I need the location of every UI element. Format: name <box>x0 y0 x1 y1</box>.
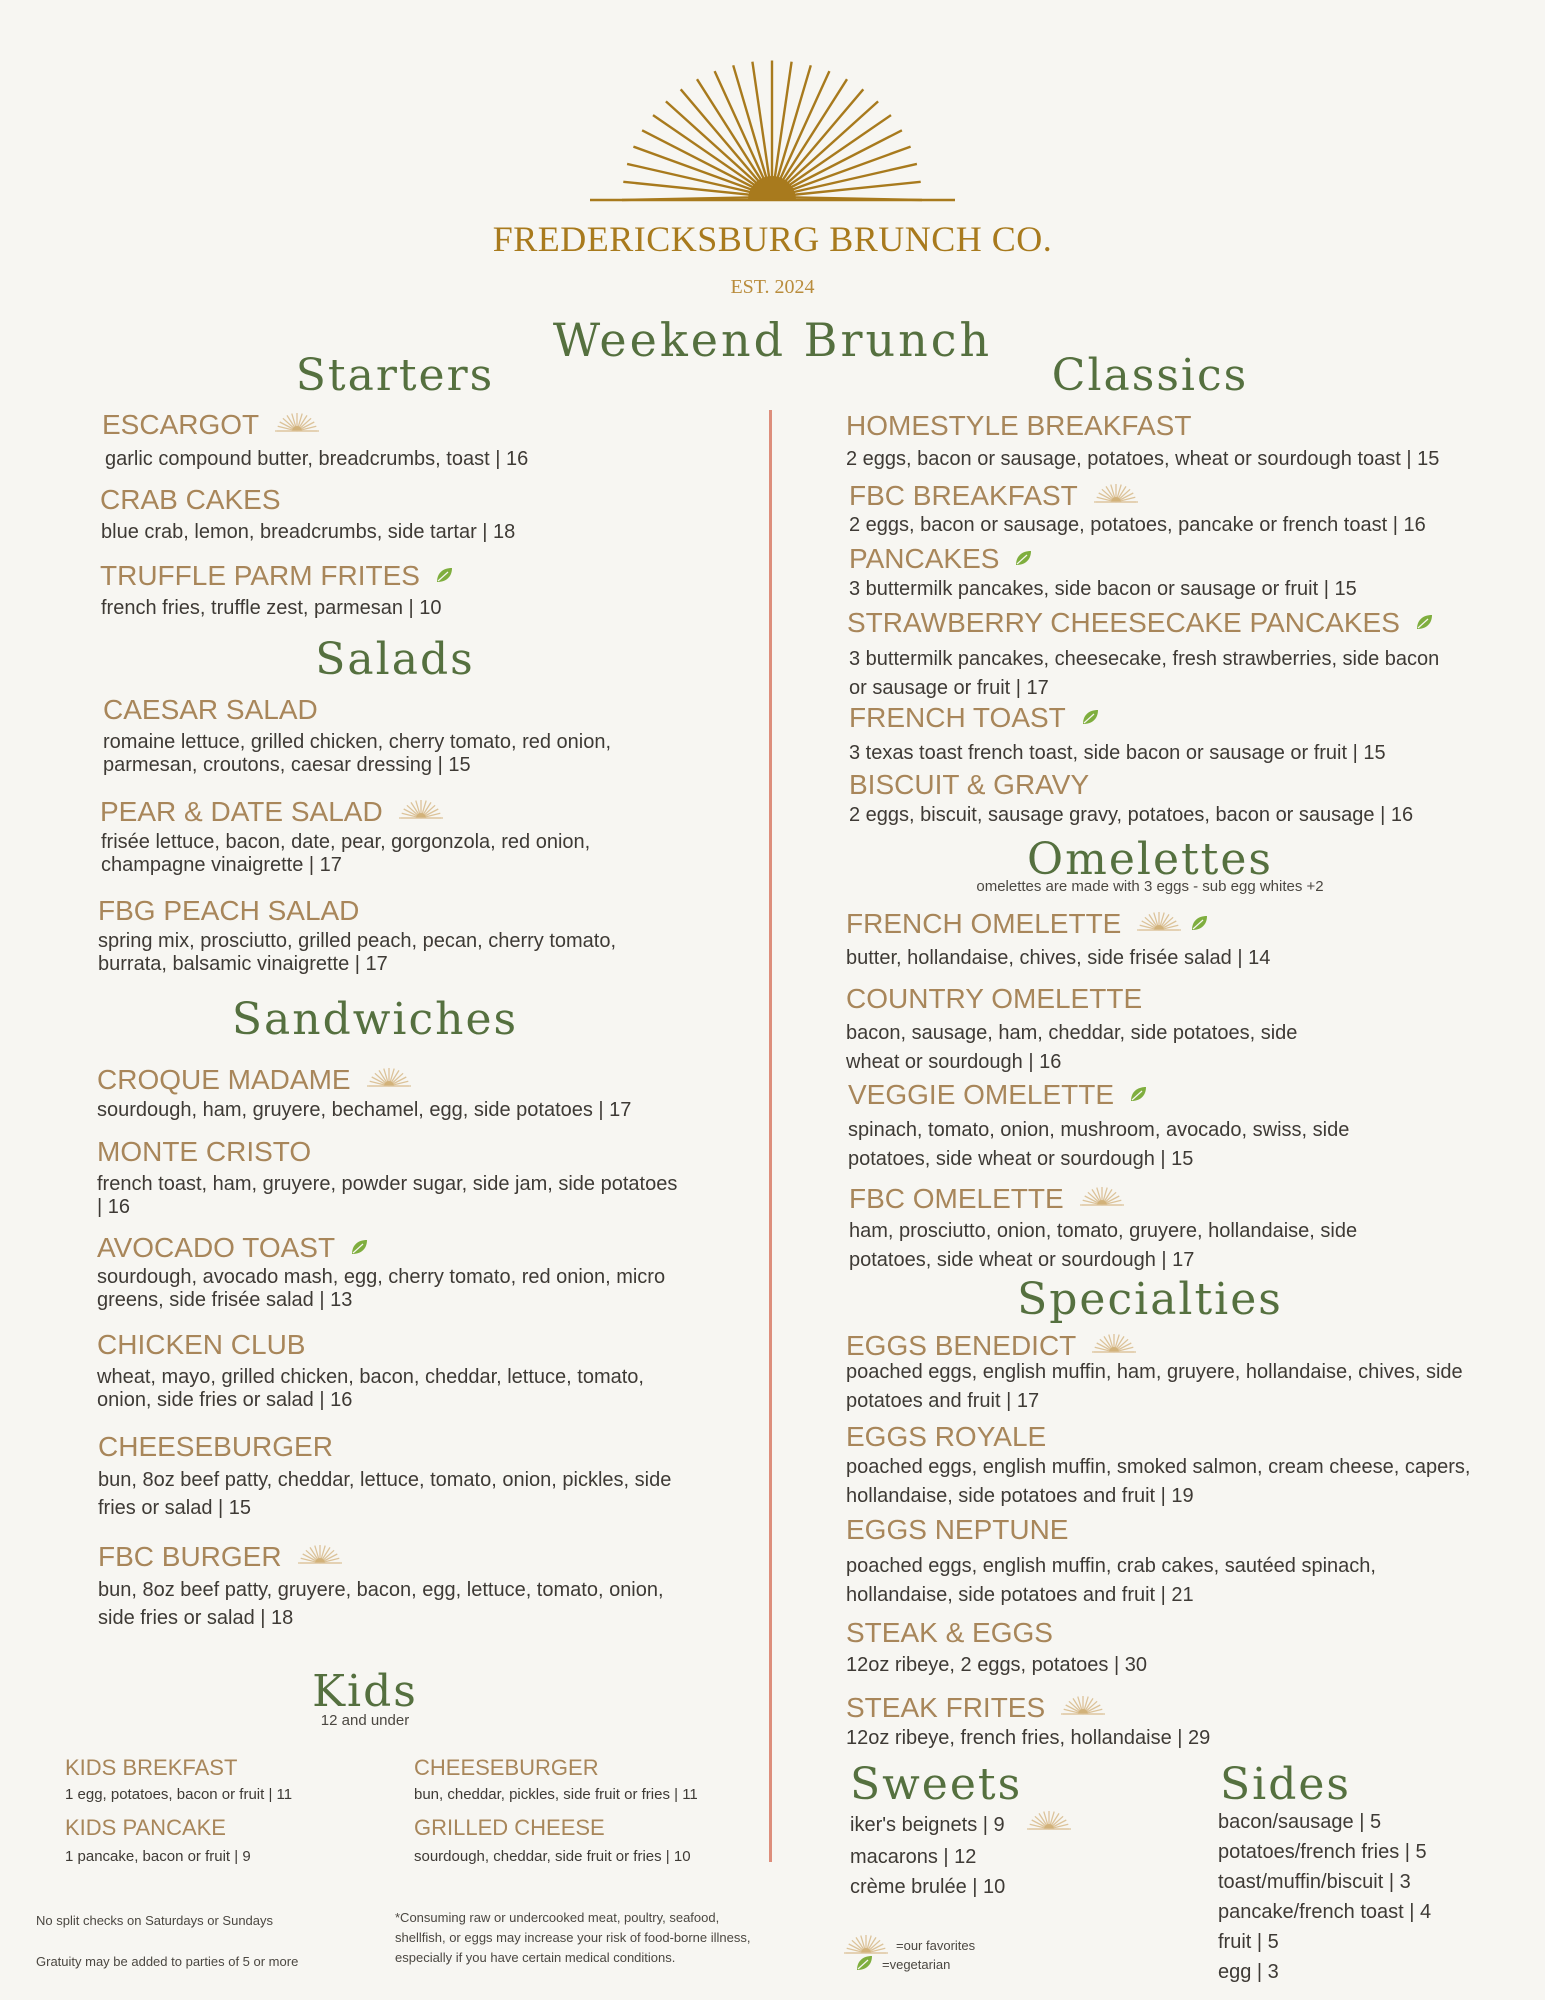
starter-truffle-parm-frites <box>100 561 454 592</box>
favorite-icon <box>397 796 445 829</box>
raw-food-disclaimer: *Consuming raw or undercooked meat, poultry, seafood, shellfish, or eggs may increase your risk of food-borne illness, especially if you have certain medical conditions. <box>395 1910 751 1966</box>
kids-heading: Kids <box>312 1666 418 1717</box>
menu-title: Weekend Brunch <box>552 313 993 367</box>
list-item: macarons | 12 <box>850 1846 977 1868</box>
item-description: french toast, ham, gruyere, powder sugar, side jam, side potatoes | 16 <box>97 1173 678 1218</box>
item-name: PANCAKES <box>849 543 1000 574</box>
classic-pancakes <box>849 544 1033 575</box>
item-description: spinach, tomato, onion, mushroom, avocado, swiss, side potatoes, side wheat or sourdough | 15 <box>848 1119 1350 1170</box>
list-item: potatoes/french fries | 5 <box>1218 1841 1427 1863</box>
item-name: FBC OMELETTE <box>849 1183 1064 1214</box>
item-name: KIDS BREKFAST <box>65 1755 238 1780</box>
favorite-icon <box>1078 1183 1126 1216</box>
item-name: ESCARGOT <box>102 409 260 440</box>
item-description: 3 buttermilk pancakes, cheesecake, fresh strawberries, side bacon or sausage or fruit | 17 <box>849 648 1440 699</box>
item-description: garlic compound butter, breadcrumbs, toast | 16 <box>105 448 529 470</box>
item-name: AVOCADO TOAST <box>97 1232 336 1263</box>
item-description: ham, prosciutto, onion, tomato, gruyere, hollandaise, side potatoes, side wheat or sourdough | 17 <box>849 1220 1358 1271</box>
item-description: 3 texas toast french toast, side bacon or sausage or fruit | 15 <box>849 742 1386 764</box>
list-item <box>850 1807 1073 1842</box>
list-item: egg | 3 <box>1218 1961 1279 1983</box>
list-item: pancake/french toast | 4 <box>1218 1901 1432 1923</box>
starters-heading: Starters <box>295 350 495 401</box>
legend-vegetarian-label: =vegetarian <box>882 1956 951 1972</box>
classics-heading: Classics <box>1051 350 1249 401</box>
vegetarian-icon <box>1414 608 1434 639</box>
omelettes-note: omelettes are made with 3 eggs - sub egg whites +2 <box>976 878 1324 895</box>
kids-subtitle: 12 and under <box>320 1712 410 1729</box>
item-description: 2 eggs, bacon or sausage, potatoes, pancake or french toast | 16 <box>849 514 1426 536</box>
item-description: 2 eggs, bacon or sausage, potatoes, wheat or sourdough toast | 15 <box>846 448 1440 470</box>
legend-favorites-label: =our favorites <box>896 1937 976 1953</box>
sweets-heading: Sweets <box>850 1759 1023 1810</box>
item-description: 1 egg, potatoes, bacon or fruit | 11 <box>65 1786 293 1803</box>
item-name: EGGS NEPTUNE <box>846 1514 1069 1545</box>
brand-name: FREDERICKSBURG BRUNCH CO. <box>492 219 1053 259</box>
favorite-icon <box>365 1064 413 1097</box>
list-item-text: iker's beignets | 9 <box>850 1813 1005 1836</box>
item-description: blue crab, lemon, breadcrumbs, side tartar | 18 <box>101 521 516 543</box>
vegetarian-icon <box>1013 544 1033 575</box>
specialties-heading: Specialties <box>1017 1274 1283 1325</box>
item-name: CRAB CAKES <box>100 484 281 515</box>
item-description: 12oz ribeye, french fries, hollandaise | 29 <box>846 1727 1211 1749</box>
item-description: sourdough, avocado mash, egg, cherry tomato, red onion, micro greens, side frisée salad | 13 <box>97 1266 666 1311</box>
item-description: sourdough, cheddar, side fruit or fries | 10 <box>414 1848 691 1865</box>
classic-french-toast <box>849 703 1100 734</box>
omelette-fbc <box>849 1183 1126 1216</box>
item-description: frisée lettuce, bacon, date, pear, gorgonzola, red onion, champagne vinaigrette | 17 <box>101 831 591 876</box>
vegetarian-icon <box>349 1233 369 1264</box>
item-description: 3 buttermilk pancakes, side bacon or sausage or fruit | 15 <box>849 578 1357 600</box>
item-name: BISCUIT & GRAVY <box>849 769 1090 800</box>
item-name: FBC BURGER <box>98 1541 282 1572</box>
item-description: 12oz ribeye, 2 eggs, potatoes | 30 <box>846 1654 1147 1676</box>
item-name: CHEESEBURGER <box>98 1431 333 1462</box>
item-name: KIDS PANCAKE <box>65 1815 226 1840</box>
sides-heading: Sides <box>1220 1759 1351 1810</box>
item-name: CAESAR SALAD <box>103 694 318 725</box>
omelette-veggie <box>848 1080 1148 1111</box>
item-name: STEAK & EGGS <box>846 1617 1053 1648</box>
item-description: butter, hollandaise, chives, side frisée salad | 14 <box>846 947 1271 969</box>
item-name: CHEESEBURGER <box>414 1755 599 1780</box>
vegetarian-icon <box>854 1953 874 1978</box>
item-name: GRILLED CHEESE <box>414 1815 605 1840</box>
list-item: fruit | 5 <box>1218 1931 1279 1953</box>
starter-escargot <box>102 409 321 442</box>
sandwich-avocado-toast <box>97 1233 369 1264</box>
established-year: EST. 2024 <box>730 276 815 298</box>
item-name: COUNTRY OMELETTE <box>846 983 1143 1014</box>
list-item: bacon/sausage | 5 <box>1218 1811 1382 1833</box>
item-description: romaine lettuce, grilled chicken, cherry tomato, red onion, parmesan, croutons, caesar dressing | 15 <box>103 731 612 776</box>
sides-list <box>1218 1807 1431 1987</box>
item-name: MONTE CRISTO <box>97 1136 312 1167</box>
vegetarian-icon <box>434 561 454 592</box>
favorite-icon <box>1059 1692 1107 1725</box>
item-name: STEAK FRITES <box>846 1692 1046 1723</box>
item-name: EGGS BENEDICT <box>846 1330 1077 1361</box>
legend <box>842 1936 975 1974</box>
item-name: HOMESTYLE BREAKFAST <box>846 410 1192 441</box>
item-description: bun, 8oz beef patty, gruyere, bacon, egg, lettuce, tomato, onion, side fries or salad | 18 <box>98 1579 664 1629</box>
favorite-icon <box>296 1541 344 1574</box>
item-name: EGGS ROYALE <box>846 1421 1047 1452</box>
item-name: FRENCH TOAST <box>849 702 1066 733</box>
item-description: bun, 8oz beef patty, cheddar, lettuce, tomato, onion, pickles, side fries or salad | 15 <box>98 1469 672 1519</box>
sweets-list <box>850 1807 1073 1902</box>
item-description: 1 pancake, bacon or fruit | 9 <box>65 1848 251 1865</box>
omelettes-heading: Omelettes <box>1027 834 1273 885</box>
omelette-french <box>846 908 1209 941</box>
split-checks-note: No split checks on Saturdays or Sundays <box>36 1913 274 1928</box>
favorite-icon <box>273 409 321 442</box>
sandwich-fbc-burger <box>98 1541 344 1574</box>
item-name: FBC BREAKFAST <box>849 480 1078 511</box>
sandwiches-heading: Sandwiches <box>231 994 519 1045</box>
item-description: wheat, mayo, grilled chicken, bacon, cheddar, lettuce, tomato, onion, side fries or salad | 16 <box>97 1366 644 1411</box>
sunburst-logo-icon <box>580 40 965 205</box>
salads-heading: Salads <box>315 634 475 685</box>
sandwich-croque-madame <box>97 1064 413 1097</box>
column-divider <box>769 410 772 1862</box>
item-description: sourdough, ham, gruyere, bechamel, egg, side potatoes | 17 <box>97 1099 632 1121</box>
item-description: french fries, truffle zest, parmesan | 10 <box>101 597 442 619</box>
item-description: 2 eggs, biscuit, sausage gravy, potatoes, bacon or sausage | 16 <box>849 804 1414 826</box>
item-name: CROQUE MADAME <box>97 1064 351 1095</box>
item-name: FRENCH OMELETTE <box>846 908 1122 939</box>
vegetarian-icon <box>1080 703 1100 734</box>
item-name: PEAR & DATE SALAD <box>100 796 383 827</box>
list-item: crème brulée | 10 <box>850 1876 1006 1898</box>
gratuity-note: Gratuity may be added to parties of 5 or more <box>36 1954 299 1969</box>
item-name: FBG PEACH SALAD <box>98 895 360 926</box>
item-name: TRUFFLE PARM FRITES <box>100 560 420 591</box>
classic-strawberry-cheesecake-pancakes <box>847 608 1434 639</box>
item-name: VEGGIE OMELETTE <box>848 1079 1115 1110</box>
list-item: toast/muffin/biscuit | 3 <box>1218 1871 1411 1893</box>
vegetarian-icon <box>1128 1080 1148 1111</box>
item-description: poached eggs, english muffin, smoked salmon, cream cheese, capers, hollandaise, side potatoes and fruit | 19 <box>846 1456 1471 1507</box>
item-description: poached eggs, english muffin, ham, gruyere, hollandaise, chives, side potatoes and fruit | 17 <box>846 1361 1463 1412</box>
vegetarian-icon <box>1189 909 1209 940</box>
favorite-icon <box>1025 1807 1073 1842</box>
favorite-icon <box>1092 480 1140 513</box>
item-name: CHICKEN CLUB <box>97 1329 306 1360</box>
favorite-icon <box>1135 908 1183 941</box>
classic-fbc-breakfast <box>849 480 1140 513</box>
salad-pear-date <box>100 796 445 829</box>
item-description: bun, cheddar, pickles, side fruit or fries | 11 <box>414 1786 698 1803</box>
item-description: bacon, sausage, ham, cheddar, side potatoes, side wheat or sourdough | 16 <box>846 1022 1298 1073</box>
item-description: spring mix, prosciutto, grilled peach, pecan, cherry tomato, burrata, balsamic vinaigrette | 17 <box>98 930 617 975</box>
specialty-steak-frites <box>846 1692 1107 1725</box>
item-description: poached eggs, english muffin, crab cakes, sautéed spinach, hollandaise, side potatoes and fruit | 21 <box>846 1555 1376 1606</box>
item-name: STRAWBERRY CHEESECAKE PANCAKES <box>847 607 1400 638</box>
